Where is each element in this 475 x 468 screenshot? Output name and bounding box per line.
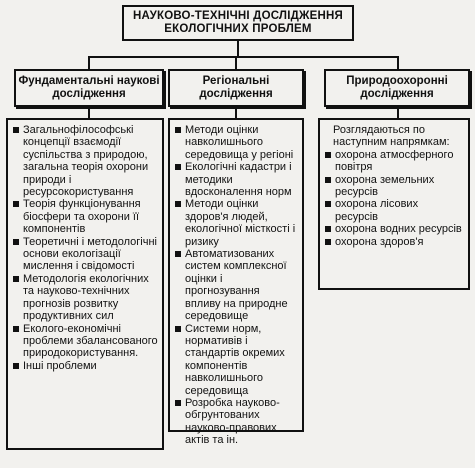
connector-col2-hdr-body	[235, 107, 237, 118]
column-fundamental	[6, 118, 164, 450]
connector-title-down	[237, 41, 239, 57]
connector-col1-down	[88, 56, 90, 69]
list-item: Методи оцінки здоров'я людей, екологічної місткості і ризику	[175, 198, 298, 248]
list-item: Методи оцінки навколишнього середовища у регіоні	[175, 124, 298, 161]
header-fundamental: Фундаментальні наукові дослідження	[14, 69, 164, 107]
list-item: охорона атмосферного повітря	[325, 149, 464, 174]
list-item: охорона земельних ресурсів	[325, 174, 464, 199]
connector-col1-hdr-body	[88, 107, 90, 118]
list-item: Загальнофілософські концепції взаємодії суспільства з природою, загальна теорія охорони природи і ресурсокористування	[13, 124, 158, 198]
list-item: Інші проблеми	[13, 360, 158, 372]
header-regional: Регіональні дослідження	[168, 69, 304, 107]
list-item: охорона лісових ресурсів	[325, 198, 464, 223]
list-item: Екологічні кадастри і методики вдосконалення норм	[175, 161, 298, 198]
list-item: охорона водних ресурсів	[325, 223, 464, 235]
list-item: Розробка науково-обгрунтованих науково-правових актів та ін.	[175, 397, 298, 447]
connector-col2-down	[235, 56, 237, 69]
list-item: Автоматизованих систем комплексної оцінки і прогнозування впливу на природне середовище	[175, 248, 298, 322]
column-intro: Розглядаються по наступним напрямкам:	[333, 124, 450, 149]
column-conservation	[318, 118, 470, 290]
list-item: Теоретичні і методологічні основи екологізації мислення і свідомості	[13, 236, 158, 273]
list-item: охорона здоров'я	[325, 236, 464, 248]
connector-col3-down	[397, 56, 399, 69]
list-item: Теорія функціонування біосфери та охорони її компонентів	[13, 198, 158, 235]
diagram-title: НАУКОВО-ТЕХНІЧНІ ДОСЛІДЖЕННЯ ЕКОЛОГІЧНИХ ПРОБЛЕМ	[122, 5, 354, 41]
list-item: Системи норм, нормативів і стандартів окремих компонентів навколишнього середовища	[175, 323, 298, 397]
connector-horizontal	[88, 56, 398, 58]
list-item: Еколого-економічні проблеми збалансованого природокористування.	[13, 323, 158, 360]
column-regional	[168, 118, 304, 447]
list-item: Методологія екологічних та науково-технічних прогнозів розвитку продуктивних сил	[13, 273, 158, 323]
connector-col3-hdr-body	[397, 107, 399, 118]
header-conservation: Природоохоронні дослідження	[324, 69, 470, 107]
